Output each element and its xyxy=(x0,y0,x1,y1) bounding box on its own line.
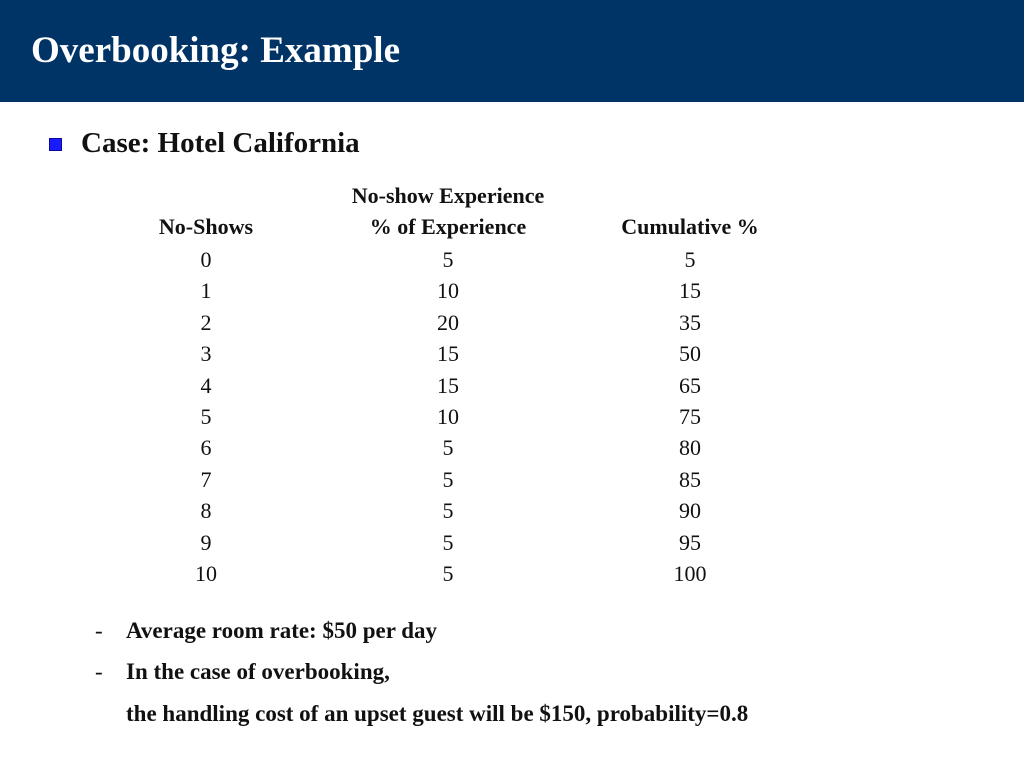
case-heading: Case: Hotel California xyxy=(81,127,360,159)
table-cell: 90 xyxy=(679,498,701,524)
table-cell: 5 xyxy=(200,403,212,429)
table-cell: 5 xyxy=(442,498,454,524)
table-cell: 20 xyxy=(437,309,459,335)
column-cumulative-percent xyxy=(630,244,750,589)
handling-cost-note: the handling cost of an upset guest will be $150, probability=0.8 xyxy=(126,701,749,726)
room-rate-note: Average room rate: $50 per day xyxy=(126,618,438,643)
table-cell: 50 xyxy=(679,341,701,367)
dash-bullet: - xyxy=(95,618,103,643)
column-no-shows xyxy=(146,244,266,589)
table-cell: 85 xyxy=(679,466,701,492)
table-cell: 3 xyxy=(200,341,212,367)
column-percent-experience xyxy=(388,244,508,589)
table-cell: 10 xyxy=(437,278,459,304)
table-cell: 9 xyxy=(200,529,212,555)
table-cell: 5 xyxy=(442,466,454,492)
table-cell: 5 xyxy=(442,247,454,272)
square-bullet-icon xyxy=(49,138,62,151)
table-cell: 80 xyxy=(679,435,701,461)
table-cell: 8 xyxy=(200,498,212,524)
table-cell: 35 xyxy=(679,309,701,335)
table-cell: 10 xyxy=(195,560,217,586)
dash-bullet: - xyxy=(95,659,103,684)
table-cell: 5 xyxy=(442,435,454,461)
table-cell: 5 xyxy=(442,560,454,586)
table-cell: 4 xyxy=(200,372,212,398)
table-cell: 5 xyxy=(684,247,696,272)
table-cell: 6 xyxy=(200,435,212,461)
table-cell: 2 xyxy=(200,309,212,335)
table-group-header: No-show Experience xyxy=(351,183,545,208)
slide-title: Overbooking: Example xyxy=(31,30,400,71)
table-cell: 15 xyxy=(679,278,701,304)
overbooking-note: In the case of overbooking, xyxy=(126,659,390,684)
header-cumulative-percent: Cumulative % xyxy=(621,214,759,239)
table-cell: 5 xyxy=(442,529,454,555)
table-cell: 15 xyxy=(437,372,459,398)
table-cell: 75 xyxy=(679,403,701,429)
table-cell: 100 xyxy=(673,560,707,586)
header-no-shows: No-Shows xyxy=(158,214,254,239)
table-cell: 95 xyxy=(679,529,701,555)
table-cell: 15 xyxy=(437,341,459,367)
table-cell: 7 xyxy=(200,466,212,492)
table-cell: 10 xyxy=(437,403,459,429)
title-bar xyxy=(0,0,1024,102)
table-cell: 1 xyxy=(200,278,212,304)
table-cell: 65 xyxy=(679,372,701,398)
table-cell: 0 xyxy=(200,247,212,272)
header-percent-experience: % of Experience xyxy=(369,214,527,239)
